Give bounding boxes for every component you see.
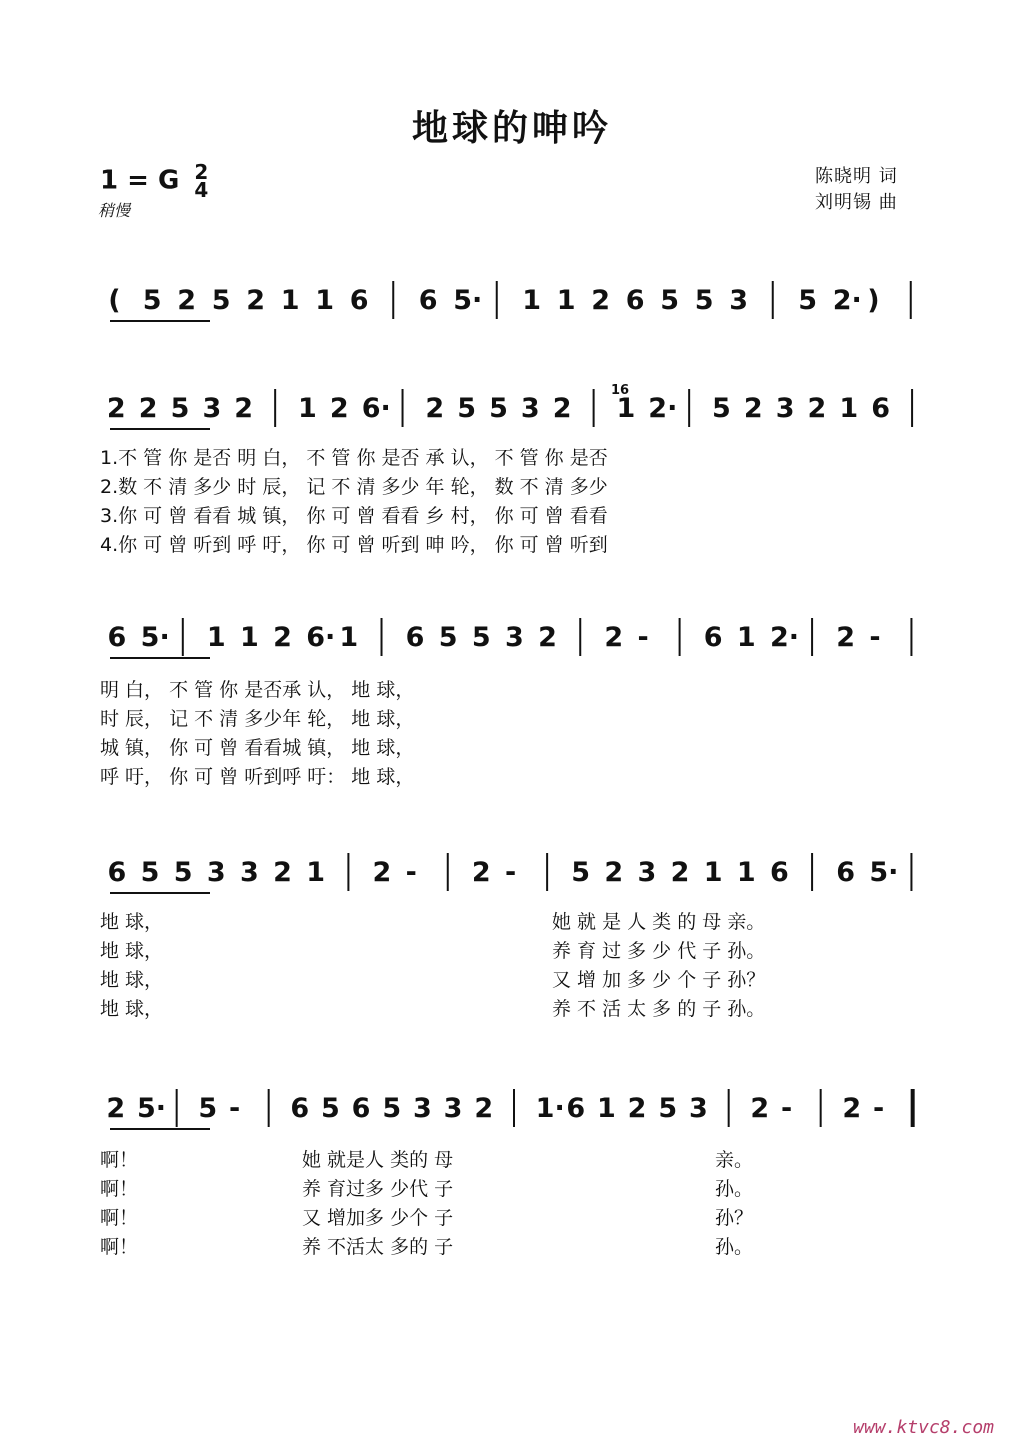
note: 2: [273, 857, 292, 888]
note: 5: [471, 622, 491, 653]
note: 1: [597, 1093, 616, 1124]
note: 2·: [769, 622, 799, 653]
note: -: [405, 857, 417, 888]
note: 5: [173, 857, 193, 888]
time-signature: [194, 160, 209, 202]
lyric-line: 亲。: [715, 1149, 754, 1171]
note: 3: [413, 1093, 432, 1124]
song-title: 地球的呻吟: [411, 108, 612, 149]
note: 2: [750, 1093, 770, 1124]
lyric-line: 地 球，: [100, 911, 164, 933]
note: 2: [743, 393, 763, 424]
note: 2: [329, 393, 349, 424]
note: 2: [670, 857, 690, 888]
note: 5: [457, 393, 477, 424]
note: 5: [142, 285, 162, 316]
note: 5: [198, 1093, 218, 1124]
lyric-line: 养 育过多 少代 子: [302, 1178, 454, 1200]
note: 5: [660, 285, 680, 316]
lyric-line: 她 就是人 类的 母: [302, 1149, 454, 1171]
meter-change-mark: 16: [611, 383, 630, 398]
note: 2·: [648, 393, 678, 424]
note: 1: [736, 622, 756, 653]
note: (: [108, 285, 121, 316]
note: 6: [871, 393, 891, 424]
note: 2: [234, 393, 254, 424]
lyric-line: 啊！: [100, 1236, 139, 1258]
note: -: [505, 857, 517, 888]
note: 6: [290, 1093, 310, 1124]
note: 3: [637, 857, 657, 888]
note: 6: [351, 1093, 371, 1124]
note: 5: [211, 285, 231, 316]
key-text: 1 = G: [100, 165, 180, 196]
note: 3: [206, 857, 226, 888]
note: 6: [769, 857, 789, 888]
note: 1·: [535, 1093, 565, 1124]
note: 6: [107, 857, 127, 888]
lyric-line: 呼 吁， 你 可 曾 听到呼 吁： 地 球，: [100, 766, 415, 788]
note: -: [637, 622, 649, 653]
note: 5: [321, 1093, 340, 1124]
note: 5·: [869, 857, 899, 888]
note: -: [873, 1093, 885, 1124]
note: 5: [658, 1093, 678, 1124]
lyric-line: 2.数 不 清 多少 时 辰， 记 不 清 多少 年 轮， 数 不 清 多少: [100, 476, 608, 498]
note: 1: [206, 622, 226, 653]
note: -: [869, 622, 881, 653]
note: 6·: [361, 393, 391, 424]
note: 3: [443, 1093, 463, 1124]
note: 1: [339, 622, 359, 653]
note: 5: [438, 622, 458, 653]
lyric-line: 地 球，: [100, 969, 164, 991]
note: 3: [505, 622, 524, 653]
note: 2: [604, 622, 624, 653]
note: 2: [627, 1093, 647, 1124]
note: 5·: [453, 285, 483, 316]
note: 2: [471, 857, 491, 888]
lyric-line: 时 辰， 记 不 清 多少年 轮， 地 球，: [100, 708, 415, 730]
note: 5·: [137, 1093, 167, 1124]
lyricist-credit: 陈晓明 词: [815, 166, 898, 187]
note: 2: [106, 393, 126, 424]
note: 3: [689, 1093, 708, 1124]
note: 5: [382, 1093, 402, 1124]
note: 5·: [140, 622, 170, 653]
note: 2: [246, 285, 266, 316]
note: 5: [571, 857, 591, 888]
note: 2: [807, 393, 827, 424]
note: 5: [140, 857, 160, 888]
note: 6: [625, 285, 645, 316]
key-signature: [100, 160, 209, 202]
note: 5: [798, 285, 818, 316]
note: 1: [522, 285, 542, 316]
note: 5: [170, 393, 190, 424]
note: 2·: [832, 285, 862, 316]
note: 6: [703, 622, 723, 653]
note: -: [781, 1093, 793, 1124]
note: 1: [306, 857, 326, 888]
note: 2: [836, 622, 855, 653]
note: 3: [729, 285, 749, 316]
lyric-line: 又 增 加 多 少 个 子 孙？: [552, 969, 766, 991]
lyric-line: 1.不 管 你 是否 明 白， 不 管 你 是否 承 认， 不 管 你 是否: [100, 447, 608, 469]
note: 1: [280, 285, 300, 316]
lyric-line: 明 白， 不 管 你 是否承 认， 地 球，: [100, 679, 415, 701]
note: 1: [298, 393, 317, 424]
lyric-line: 又 增加多 少个 子: [302, 1207, 454, 1229]
note: 2: [106, 1093, 126, 1124]
lyric-line: 养 育 过 多 少 代 子 孙。: [552, 940, 766, 962]
note: 1: [736, 857, 756, 888]
note: 2: [372, 857, 392, 888]
note: 6: [107, 622, 127, 653]
note: 3: [202, 393, 222, 424]
note: 6: [349, 285, 369, 316]
time-sig-top: 2: [194, 160, 209, 184]
note: 1: [616, 393, 636, 424]
note: 1: [556, 285, 576, 316]
note: 5: [712, 393, 731, 424]
note: 1: [240, 622, 259, 653]
lyric-line: 地 球，: [100, 998, 164, 1020]
note: 2: [273, 622, 292, 653]
note: 2: [177, 285, 197, 316]
note: 2: [425, 393, 445, 424]
time-sig-bottom: 4: [194, 178, 209, 202]
composer-credit: 刘明锡 曲: [815, 192, 898, 213]
note: ): [867, 285, 880, 316]
note: 1: [315, 285, 335, 316]
lyric-line: 啊！: [100, 1207, 139, 1229]
note: 6: [405, 622, 425, 653]
lyric-line: 3.你 可 曾 看看 城 镇， 你 可 曾 看看 乡 村， 你 可 曾 看看: [100, 505, 608, 527]
lyric-line: 4.你 可 曾 听到 呼 吁， 你 可 曾 听到 呻 吟， 你 可 曾 听到: [100, 534, 608, 556]
note: 2: [538, 622, 557, 653]
note: 6: [418, 285, 438, 316]
lyric-line: 养 不活太 多的 子: [302, 1236, 454, 1258]
note: 6: [566, 1093, 586, 1124]
note: 3: [520, 393, 540, 424]
note: 6·: [306, 622, 336, 653]
tempo-marking: 稍慢: [98, 201, 131, 220]
note: 2: [591, 285, 611, 316]
watermark-text: www.ktvc8.com: [853, 1417, 994, 1438]
lyric-line: 啊！: [100, 1149, 139, 1171]
lyric-line: 她 就 是 人 类 的 母 亲。: [552, 911, 766, 933]
note: 2: [552, 393, 572, 424]
note: 2: [604, 857, 624, 888]
note: -: [229, 1093, 241, 1124]
note: 2: [138, 393, 158, 424]
lyric-line: 孙。: [715, 1178, 754, 1200]
lyric-line: 养 不 活 太 多 的 子 孙。: [552, 998, 766, 1020]
note: 1: [703, 857, 723, 888]
note: 6: [836, 857, 855, 888]
note: 1: [839, 393, 859, 424]
lyric-line: 啊！: [100, 1178, 139, 1200]
note: 2: [842, 1093, 862, 1124]
note: 3: [775, 393, 795, 424]
note: 5: [489, 393, 508, 424]
note: 5: [694, 285, 714, 316]
lyric-line: 城 镇， 你 可 曾 看看城 镇， 地 球，: [100, 737, 415, 759]
lyric-line: 地 球，: [100, 940, 164, 962]
lyric-line: 孙。: [715, 1236, 754, 1258]
note: 2: [474, 1093, 494, 1124]
lyric-line: 孙？: [715, 1207, 754, 1229]
note: 3: [240, 857, 259, 888]
